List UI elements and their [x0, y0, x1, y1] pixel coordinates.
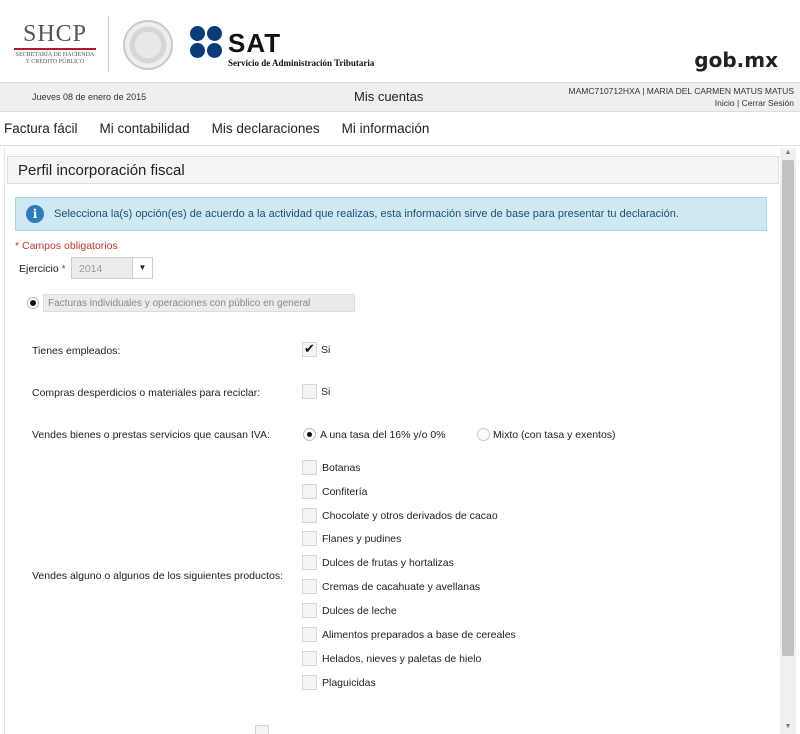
sat-logo-subtitle: Servicio de Administración Tributaria — [228, 58, 375, 68]
shcp-logo-subtitle-1: SECRETARÍA DE HACIENDA — [15, 52, 95, 58]
scroll-thumb[interactable] — [782, 160, 794, 656]
section-title: Mis cuentas — [354, 89, 424, 104]
scroll-down-icon[interactable]: ▼ — [784, 723, 792, 730]
regime-option[interactable] — [43, 294, 355, 312]
inicio-link[interactable]: Inicio — [714, 98, 735, 108]
shcp-logo-subtitle-2: Y CRÉDITO PÚBLICO — [25, 59, 85, 65]
desperdicios-option-label: Si — [321, 386, 331, 398]
panel-header — [7, 156, 779, 184]
iva-tasa-radio[interactable] — [303, 428, 316, 441]
producto-checkbox-confiteria[interactable] — [302, 484, 317, 499]
session-separator: | — [734, 98, 742, 108]
info-alert-text: Selecciona la(s) opción(es) de acuerdo a la actividad que realizas, esta información sirve de base para presentar tu declaración. — [54, 208, 679, 220]
producto-label-dulces-frutas: Dulces de frutas y hortalizas — [322, 557, 454, 569]
producto-checkbox-dulces-leche[interactable] — [302, 603, 317, 618]
scrollbar[interactable] — [780, 148, 796, 734]
producto-label-flanes: Flanes y pudines — [322, 533, 402, 545]
empleados-label: Tienes empleados: — [32, 345, 121, 357]
site-header — [0, 0, 800, 82]
nav-mi-informacion[interactable]: Mi información — [341, 121, 430, 136]
partial-checkbox[interactable] — [255, 725, 269, 734]
producto-checkbox-chocolate[interactable] — [302, 508, 317, 523]
producto-checkbox-botanas[interactable] — [302, 460, 317, 475]
user-rfc-name: MAMC710712HXA | MARIA DEL CARMEN MATUS MATUS — [568, 86, 794, 96]
productos-label: Vendes alguno o algunos de los siguientes productos: — [32, 570, 284, 582]
producto-checkbox-cremas[interactable] — [302, 579, 317, 594]
producto-checkbox-dulces-frutas[interactable] — [302, 555, 317, 570]
shcp-logo-title: SHCP — [22, 21, 88, 47]
sat-logo — [190, 26, 430, 70]
shcp-logo-line — [14, 48, 96, 50]
iva-mixto-radio[interactable] — [477, 428, 490, 441]
current-date: Jueves 08 de enero de 2015 — [32, 92, 147, 102]
info-alert — [15, 197, 767, 231]
info-bar — [0, 82, 800, 112]
header-divider — [108, 16, 109, 72]
main-nav — [0, 112, 800, 146]
nav-factura-facil[interactable]: Factura fácil — [4, 121, 78, 136]
nav-mi-contabilidad[interactable]: Mi contabilidad — [99, 121, 190, 136]
producto-label-confiteria: Confitería — [322, 486, 368, 498]
regime-radio[interactable] — [27, 297, 39, 309]
iva-mixto-label: Mixto (con tasa y exentos) — [493, 429, 616, 441]
nav-mis-declaraciones[interactable]: Mis declaraciones — [211, 121, 320, 136]
iva-label: Vendes bienes o prestas servicios que causan IVA: — [32, 429, 270, 441]
producto-label-cereales: Alimentos preparados a base de cereales — [322, 629, 516, 641]
producto-checkbox-helados[interactable] — [302, 651, 317, 666]
caret-down-icon[interactable]: ▼ — [132, 258, 152, 278]
regime-text: Facturas individuales y operaciones con público en general — [48, 298, 311, 309]
producto-checkbox-cereales[interactable] — [302, 627, 317, 642]
desperdicios-label: Compras desperdicios o materiales para reciclar: — [32, 387, 261, 399]
producto-label-dulces-leche: Dulces de leche — [322, 605, 397, 617]
empleados-checkbox[interactable] — [302, 342, 317, 357]
cerrar-sesion-link[interactable]: Cerrar Sesión — [741, 98, 794, 108]
ejercicio-label — [19, 263, 66, 275]
panel-title: Perfil incorporación fiscal — [18, 162, 185, 179]
producto-checkbox-plaguicidas[interactable] — [302, 675, 317, 690]
iva-tasa-label: A una tasa del 16% y/o 0% — [320, 429, 446, 441]
producto-label-helados: Helados, nieves y paletas de hielo — [322, 653, 482, 665]
national-seal-icon — [123, 20, 173, 70]
producto-label-chocolate: Chocolate y otros derivados de cacao — [322, 510, 498, 522]
ejercicio-label-text: Ejercicio — [19, 263, 59, 275]
desperdicios-checkbox[interactable] — [302, 384, 317, 399]
ejercicio-select[interactable] — [71, 257, 153, 279]
ejercicio-value: 2014 — [79, 263, 103, 275]
empleados-option-label: Si — [321, 344, 331, 356]
session-links — [569, 97, 794, 109]
required-fields-note: * Campos obligatorios — [15, 240, 118, 252]
sat-dots-icon — [190, 26, 224, 60]
user-info — [569, 85, 794, 109]
scroll-up-icon[interactable]: ▲ — [784, 149, 792, 156]
producto-label-botanas: Botanas — [322, 462, 361, 474]
shcp-logo — [10, 22, 100, 66]
gobmx-logo[interactable]: gob.mx — [694, 48, 778, 72]
producto-label-cremas: Cremas de cacahuate y avellanas — [322, 581, 481, 593]
producto-label-plaguicidas: Plaguicidas — [322, 677, 376, 689]
sat-logo-text: SAT — [228, 28, 282, 58]
content-viewport — [4, 148, 780, 734]
info-icon: i — [26, 205, 44, 223]
producto-checkbox-flanes[interactable] — [302, 531, 317, 546]
required-star: * — [58, 263, 66, 275]
